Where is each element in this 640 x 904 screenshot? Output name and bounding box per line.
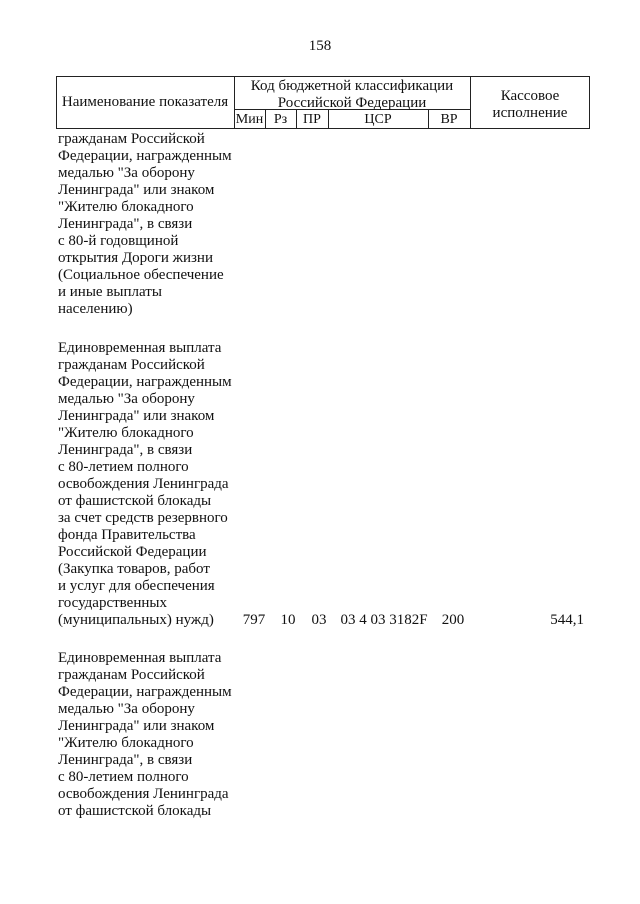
header-name-column: Наименование показателя [61, 94, 229, 110]
row-csr: 03 4 03 3182F [340, 612, 428, 628]
row-rz: 10 [280, 612, 296, 628]
header-code-group: Код бюджетной классификации Российской Федерации [250, 78, 454, 111]
header-bottom-rule [56, 128, 590, 129]
header-top-rule [56, 76, 590, 77]
table-header [56, 76, 590, 128]
row-min: 797 [242, 612, 266, 628]
header-min: Мин [235, 112, 264, 127]
header-rz: Рз [273, 112, 288, 127]
row-name: Единовременная выплата гражданам Российской Федерации, награжденным медалью "За оборону Ленинграда" или знаком "Жителю блокадного Ленинграда", в связи с 80-летием полного освобождения Ленинграда от фашистской блокады за счет средств резервного фонда Правительства Российской Федерации (Закупка товаров, работ и услуг для обеспечения государственных (муниципальных) нужд) [58, 340, 232, 628]
header-vr: ВР [440, 112, 458, 127]
row-name: гражданам Российской Федерации, награжденным медалью "За оборону Ленинграда" или знаком "Жителю блокадного Ленинграда", в связи с 80-й годовщиной открытия Дороги жизни (Социальное обеспечение и иные выплаты населению) [58, 131, 232, 317]
page-number: 158 [308, 38, 332, 54]
row-exec: 544,1 [550, 612, 584, 628]
row-name: Единовременная выплата гражданам Российской Федерации, награжденным медалью "За оборону Ленинграда" или знаком "Жителю блокадного Ленинграда", в связи с 80-летием полного освобождения Ленинграда от фашистской блокады [58, 650, 232, 819]
header-csr: ЦСР [364, 112, 392, 127]
header-exec-column: Кассовое исполнение [492, 88, 568, 121]
row-pr: 03 [311, 612, 327, 628]
row-vr: 200 [441, 612, 465, 628]
header-pr: ПР [303, 112, 321, 127]
